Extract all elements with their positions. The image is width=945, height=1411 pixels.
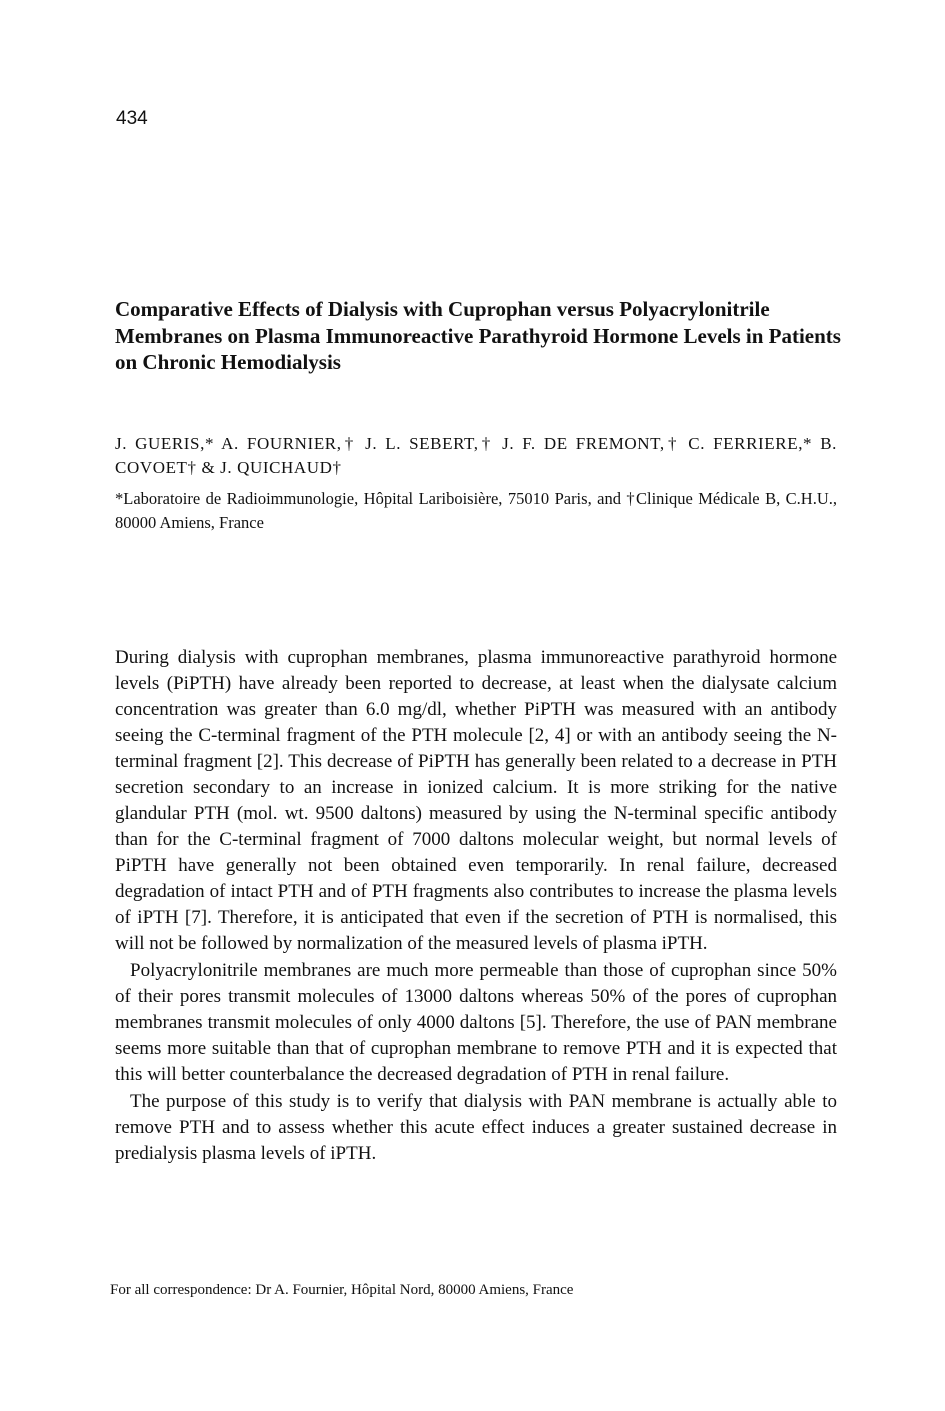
page-number: 434 — [116, 108, 148, 129]
body-paragraph-1: During dialysis with cuprophan membranes, plasma immunoreactive parathyroid hormone levels (PiPTH) have already been reported to decrease, at least when the dialysate calcium concentration was greater than 6.0 mg/dl, whether PiPTH was measured with an antibody seeing the C-terminal fragment of the PTH molecule [2, 4] or with an antibody seeing the N-terminal fragment [2]. This decrease of PiPTH has generally been related to a decrease in PTH secretion secondary to an increase in ionized calcium. It is more striking for the native glandular PTH (mol. wt. 9500 daltons) measured by using the N-terminal specific antibody than for the C-terminal fragment of 7000 daltons molecular weight, but normal levels of PiPTH have generally not been obtained even temporarily. In renal failure, decreased degradation of intact PTH and of PTH fragments also contributes to increase the plasma levels of iPTH [7]. Therefore, it is anticipated that even if the secretion of PTH is normalised, this will not be followed by normalization of the measured levels of plasma iPTH. — [115, 647, 837, 954]
correspondence-footnote: For all correspondence: Dr A. Fournier, Hôpital Nord, 80000 Amiens, France — [110, 1282, 574, 1298]
author-list: J. GUERIS,* A. FOURNIER,† J. L. SEBERT,† J. F. DE FREMONT,† C. FERRIERE,* B. COVOET† & J. QUICHAUD† — [115, 434, 837, 477]
article-body — [115, 645, 837, 1168]
body-paragraph-3: The purpose of this study is to verify that dialysis with PAN membrane is actually able to remove PTH and to assess whether this acute effect induces a greater sustained decrease in predialysis plasma levels of iPTH. — [115, 1091, 837, 1164]
author-affiliations: *Laboratoire de Radioimmunologie, Hôpital Lariboisière, 75010 Paris, and †Clinique Médicale B, C.H.U., 80000 Amiens, France — [115, 489, 837, 532]
article-title: Comparative Effects of Dialysis with Cuprophan versus Polyacrylonitrile Membranes on Plasma Immunoreactive Parathyroid Hormone Levels in Patients on Chronic Hemodialysis — [115, 297, 841, 374]
body-paragraph-2: Polyacrylonitrile membranes are much more permeable than those of cuprophan since 50% of their pores transmit molecules of 13000 daltons whereas 50% of the pores of cuprophan membranes transmit molecules of only 4000 daltons [5]. Therefore, the use of PAN membrane seems more suitable than that of cuprophan membrane to remove PTH and it is expected that this will better counterbalance the decreased degradation of PTH in renal failure. — [115, 960, 837, 1085]
